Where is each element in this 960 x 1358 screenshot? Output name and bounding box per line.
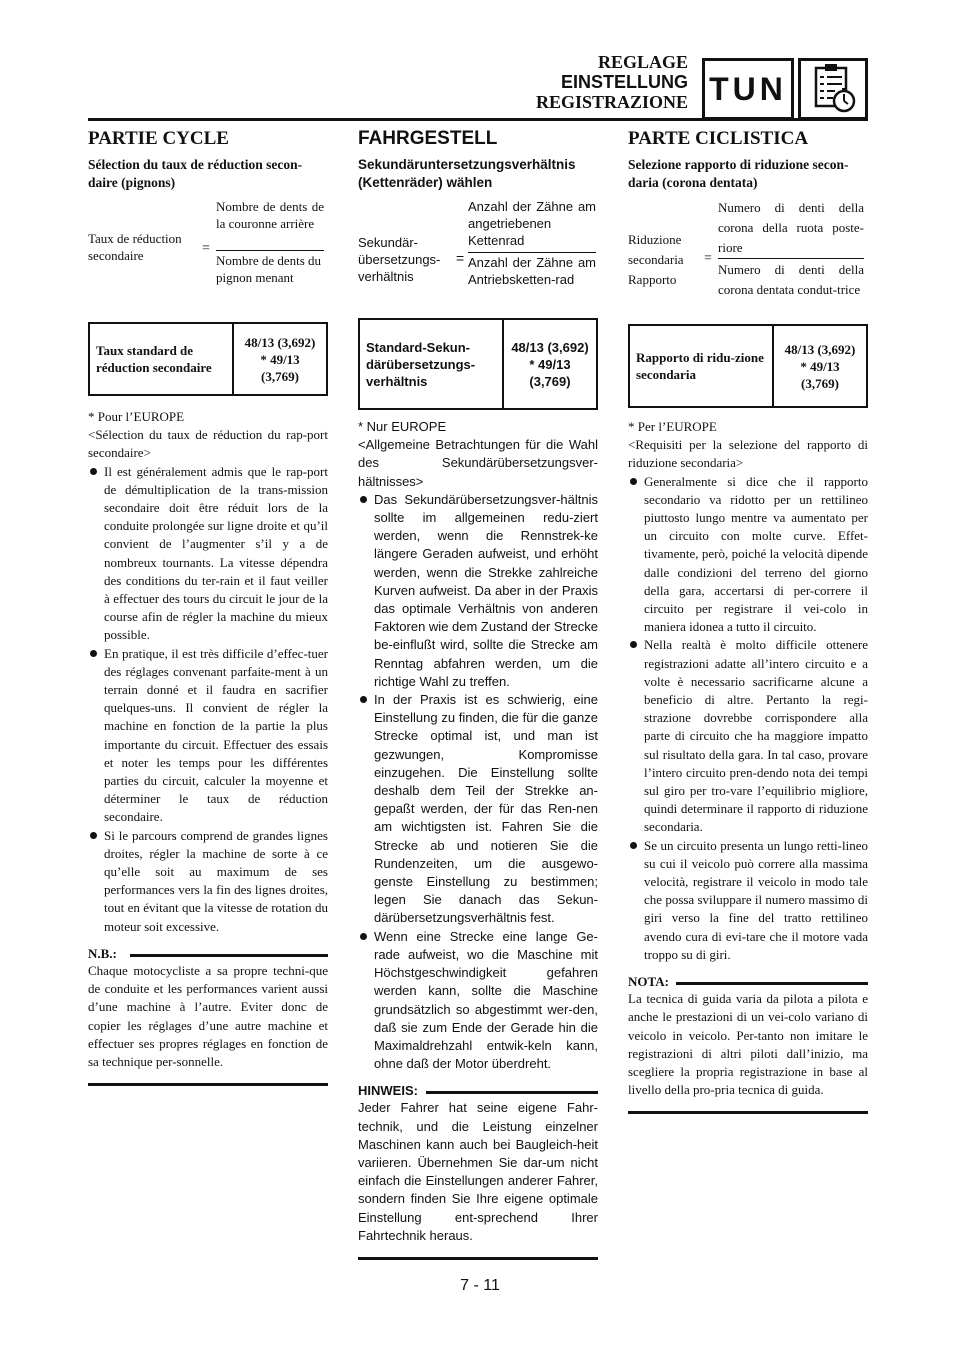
standard-ratio-value-eu: * 49/13: [800, 358, 840, 374]
list-item: [358, 491, 598, 691]
list-item-text: Nella realtà è molto difficile ottenere registrazioni adatte all’intero circuito e a volte è necessario sacrificarne alcune a beneficio di altre. Pertanto la regi-strazione dovrebbe corrispondere alla parte di circuito che ha maggiore impatto sul risultato della gara. In tal caso, provare l’intero circuito pren-dendo nota dei tempi sul giro per tro-vare l’equilibrio migliore, quindi determinare il rapporto di riduzione secondaria.: [644, 637, 868, 835]
standard-ratio-value-eu: * 49/13: [529, 356, 571, 372]
column-german: [358, 128, 598, 1260]
note-rule: [426, 1091, 598, 1094]
bullet-dot-icon: [90, 468, 97, 475]
list-item: [628, 837, 868, 964]
standard-ratio-value-eu: * 49/13: [260, 351, 300, 367]
footnote: * Per l’EUROPE: [628, 419, 717, 434]
formula-equals: =: [456, 250, 465, 266]
bullet-dot-icon: [630, 641, 637, 648]
section-subheading: Sekundäruntersetzungsverhältnis (Kettenräder) wählen: [358, 157, 576, 190]
standard-ratio-label: Rapporto di ridu-zione secondaria: [629, 325, 773, 407]
list-item: [358, 691, 598, 928]
list-item-text: Generalmente si dice che il rapporto secondario va ridotto per un rettilineo piuttosto lungo mentre va aumentato per un circuito con molte curve. Effet-tivamente, però, poiché la velocità dipende dalle condizioni del terreno del giorno della gara, accertarsi di per-correre il circuito per registrare il vei-colo in maniera idonea a tutto il circuito.: [644, 473, 868, 635]
section-heading: FAHRGESTELL: [358, 128, 498, 149]
formula-equals: =: [202, 241, 210, 256]
section-heading: PARTE CICLISTICA: [628, 128, 809, 149]
standard-ratio-values: [503, 319, 597, 409]
formula-bar: [216, 250, 324, 251]
standard-ratio-label: Taux standard de réduction secondaire: [89, 323, 233, 395]
formula-denominator: Nombre de dents du pignon menant: [216, 253, 322, 285]
section-code-badge: TUN: [702, 58, 794, 120]
list-item: [628, 473, 868, 637]
bullet-dot-icon: [360, 933, 367, 940]
section-subheading: Sélection du taux de réduction secon-daire (pignons): [88, 157, 303, 190]
list-item: [88, 827, 328, 936]
standard-ratio-value-eu-decimal: (3,769): [261, 368, 299, 384]
formula-denominator: Anzahl der Zähne am Antriebsketten-rad: [468, 255, 596, 287]
bullet-dot-icon: [630, 478, 637, 485]
list-item-text: Das Sekundärübersetzungsver-hältnis sollte im allgemeinen redu-ziert werden, wenn die Rennstrek-ke längere Geraden aufweist, und erhöht werden, wenn die Strekke zahlreiche Kurven aufweist. Da aber in der Praxis das optimale Verhältnis von anderen Faktoren wie dem Zustand der Strecke be-einflußt wird, sollte die Strecke am Renntag abfahren werden, um die richtige Wahl zu treffen.: [374, 491, 598, 689]
list-item: [88, 645, 328, 827]
standard-ratio-values: [773, 325, 867, 407]
formula-bar: [718, 258, 864, 259]
note-text: Jeder Fahrer hat seine eigene Fahr-technik, und die Leistung einzelner Maschinen kann auch bei Baugleich-heit variieren. Übernehmen Sie dar-um nicht einfach die Einstellungen anderer Fahrer, sondern finden Sie Ihre eigene optimale Einstellung ent-sprechend Ihrer Fahrtechnik heraus.: [358, 1100, 598, 1243]
list-item-text: Wenn eine Strecke eine lange Ge-rade aufweist, wo die Maschine mit Höchstgeschwindigkeit gefahren werden kann, sollte die Maschine grundsätzlich so abgestimmt wer-den, daß sie zum Ende der Gerade hin die Maximaldrehzahl entwik-keln kann, ohne daß der Motor überdreht.: [374, 928, 598, 1072]
footnote: * Pour l’EUROPE: [88, 409, 185, 424]
header-title-it: REGISTRAZIONE: [535, 92, 688, 112]
bullet-dot-icon: [360, 696, 367, 703]
formula-left: Taux de réduction secondaire: [88, 231, 182, 263]
page-number: 7 - 11: [460, 1277, 500, 1294]
header-rule: [88, 118, 868, 121]
list-item-text: Se un circuito presenta un lungo retti-lineo su cui il veicolo può correre alla massima velocità, registrare il veicolo in modo tale che possa sviluppare il numero massimo di giri verso la fine del tratto rettilineo avendo cura di evi-tare che il motore vada troppo su di giri.: [644, 837, 868, 962]
formula-denominator: Numero di denti della corona dentata condut-trice: [718, 262, 864, 297]
clipboard-stopwatch-icon: [798, 58, 868, 120]
list-item: [88, 463, 328, 645]
note-rule: [130, 954, 328, 957]
list-item-text: In der Praxis ist es schwierig, eine Einstellung zu finden, die für die ganze Strecke optimal ist, und man ist gezwungen, Kompromisse einzugehen. Die Einstellung sollte deshalb dem Teil der Strekke an-gepaßt werden, der für das Ren-nen am wichtigsten ist. Fahren Sie die Strecke ab und notieren Sie die Rundenzeiten, um die ausgewo-genste Einstellung zu bestimmen; legen Sie danach das Sekun-därübersetzungsverhältnis fest.: [374, 692, 598, 926]
note-label: HINWEIS:: [358, 1083, 418, 1099]
formula-numerator: Numero di denti della corona della ruota poste-riore: [718, 200, 864, 255]
standard-ratio-values: [233, 323, 327, 395]
note-text: La tecnica di guida varia da pilota a pilota e anche le prestazioni di un vei-colo variano di veicolo in veicolo. Per-tanto non imitare le registrazioni di altri piloti dall’inizio, ma scegliere la propria registrazione in base al livello della pro-pria tecnica di guida.: [628, 991, 868, 1098]
section-heading: PARTIE CYCLE: [88, 128, 229, 149]
ratio-formula: [88, 198, 328, 304]
note-end-rule: [358, 1257, 598, 1260]
note-heading: [88, 946, 328, 962]
note-label: N.B.:: [88, 945, 117, 961]
formula-left: Sekundär-übersetzungs-verhältnis: [358, 235, 441, 284]
standard-ratio-value-eu-decimal: (3,769): [529, 373, 571, 389]
formula-left: Riduzione secondaria Rapporto: [628, 232, 684, 287]
formula-numerator: Anzahl der Zähne am angetriebenen Kettenrad: [468, 199, 596, 248]
intro-text: <Sélection du taux de réduction du rap-port secondaire>: [88, 427, 328, 461]
standard-ratio-value: 48/13 (3,692): [511, 339, 589, 355]
ratio-formula: [358, 198, 598, 314]
list-item: [628, 636, 868, 836]
list-item: [358, 928, 598, 1074]
formula-numerator: Nombre de dents de la couronne arrière: [216, 199, 324, 231]
intro-text: <Requisiti per la selezione del rapporto di riduzione secondaria>: [628, 437, 868, 471]
footnote: * Nur EUROPE: [358, 419, 447, 434]
standard-ratio-table: [358, 318, 598, 410]
note-label: NOTA:: [628, 974, 669, 990]
bullet-dot-icon: [90, 832, 97, 839]
intro-text: <Allgemeine Betrachtungen für die Wahl des Sekundärübersetzungsver-hältnisses>: [358, 437, 598, 489]
standard-ratio-value: 48/13 (3,692): [244, 334, 316, 350]
note-heading: [628, 974, 868, 990]
standard-ratio-value: 48/13 (3,692): [784, 341, 856, 357]
list-item-text: En pratique, il est très difficile d’effec-tuer des réglages convenant parfaite-ment à un terrain donné et il faudra en sacrifier quelques-uns. Il convient de régler la machine en fonction de la partie la plus importante du circuit. Effectuer des essais et noter les temps pour les différentes parties du circuit, calculer la moyenne et déterminer le taux de réduction secondaire.: [104, 645, 328, 825]
bullet-dot-icon: [630, 842, 637, 849]
section-subheading: Selezione rapporto di riduzione secon-daria (corona dentata): [628, 157, 849, 190]
ratio-formula: [628, 198, 868, 316]
header-title-fr: REGLAGE: [597, 52, 688, 72]
standard-ratio-label: Standard-Sekun-därübersetzungs-verhältnis: [359, 319, 503, 409]
column-italian: [628, 128, 868, 1114]
list-item-text: Il est généralement admis que le rap-port de démultiplication de la trans-mission secondaire doit être réduit lors de la conduite prolongée sur ligne droite et qu’il convient de l’augmenter s’il y a de nombreux tournants. La vitesse dépendra des conditions du ter-rain et il faut veiller à effectuer des tours du circuit le jour de la course afin de régler la machine du mieux possible.: [104, 463, 328, 643]
formula-bar: [468, 252, 596, 253]
standard-ratio-value-eu-decimal: (3,769): [801, 375, 839, 391]
standard-ratio-table: [628, 324, 868, 408]
list-item-text: Si le parcours comprend de grandes lignes droites, régler la machine de sorte à ce qu’elle soit au maximum de ses performances vers la fin des lignes droites, tout en évitant que la vitesse de rotation du moteur soit excessive.: [104, 827, 328, 934]
note-end-rule: [88, 1083, 328, 1086]
formula-equals: =: [704, 251, 712, 266]
note-end-rule: [628, 1111, 868, 1114]
standard-ratio-table: [88, 322, 328, 396]
note-text: Chaque motocycliste a sa propre techni-que de conduite et les performances varient aussi d’une machine à l’autre. Eviter donc de copier les réglages d’une autre machine et effectuer ses propres réglages en fonction de sa technique per-sonnelle.: [88, 962, 328, 1069]
bullet-dot-icon: [90, 650, 97, 657]
note-rule: [676, 982, 868, 985]
bullet-dot-icon: [360, 496, 367, 503]
header-title-de: EINSTELLUNG: [560, 72, 688, 92]
note-heading: [358, 1083, 598, 1099]
column-french: [88, 128, 328, 1086]
